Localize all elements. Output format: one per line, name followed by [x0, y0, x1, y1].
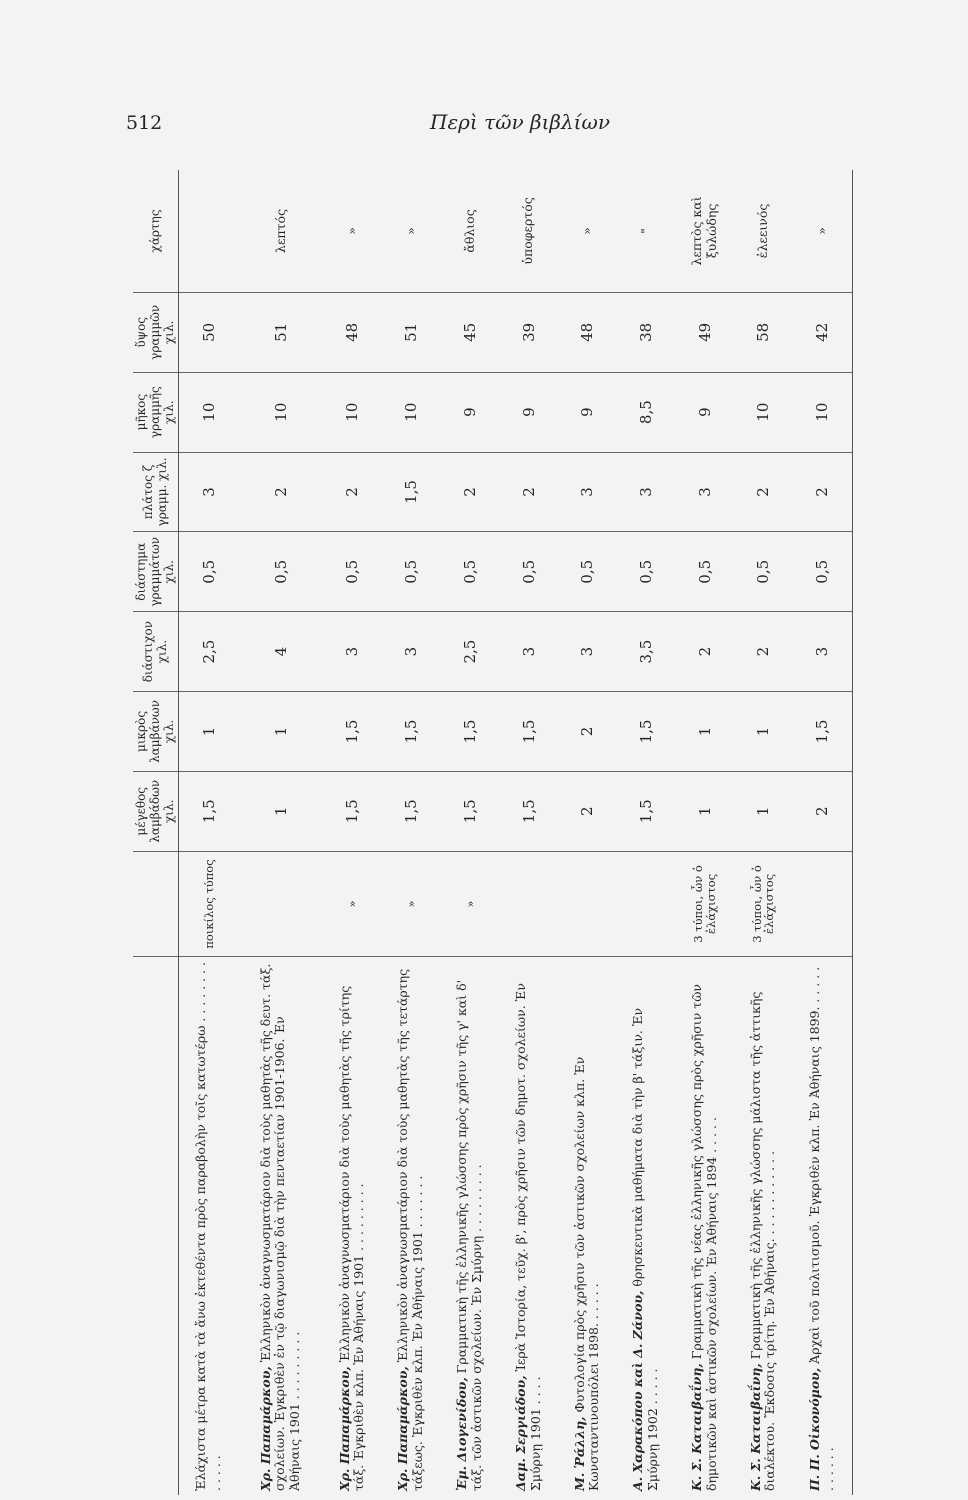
book-description — [558, 957, 617, 1495]
value-cell: 3 — [675, 452, 734, 532]
value-cell: 1,5 — [323, 771, 382, 851]
value-cell: 1,5 — [382, 692, 441, 772]
value-cell: 0,5 — [238, 532, 323, 612]
book-title: Ἑλληνικὸν ἀναγνωσματάριον διὰ τοὺς μαθητὰς τῆς τρίτης τάξ. Ἐγκριθὲν κλπ. Ἐν Ἀθήναις 1901 . . . . . . . . . — [336, 985, 367, 1491]
value-cell: 1,5 — [441, 771, 500, 851]
type-cell — [558, 851, 617, 957]
paper-cell: λεπτός — [238, 170, 323, 292]
value-cell: 1,5 — [617, 771, 676, 851]
value-cell: 0,5 — [675, 532, 734, 612]
value-cell: 0,5 — [617, 532, 676, 612]
value-cell: 1,5 — [323, 692, 382, 772]
book-author: Ἐμ. Διογενίδου, — [454, 1377, 470, 1491]
header-title-blank — [133, 957, 179, 1495]
value-cell: 10 — [793, 372, 853, 452]
table-row — [179, 170, 239, 1495]
value-cell: 51 — [382, 292, 441, 372]
book-author: Μ. Ῥάλλη, — [571, 1416, 587, 1491]
book-description — [793, 957, 853, 1495]
value-cell: 2 — [675, 612, 734, 692]
value-cell: 3,5 — [617, 612, 676, 692]
value-cell: 3 — [617, 452, 676, 532]
value-cell: 50 — [179, 292, 239, 372]
value-cell: 38 — [617, 292, 676, 372]
type-cell: 3 τύποι, ὧν ὁ ἐλάχιστος — [675, 851, 734, 957]
page-number: 512 — [126, 112, 163, 134]
value-cell: 1,5 — [793, 692, 853, 772]
value-cell: 42 — [793, 292, 853, 372]
header-letter-width: διάστημα γραμμάτων χιλ. — [133, 532, 179, 612]
type-cell: » — [441, 851, 500, 957]
value-cell: 1,5 — [499, 692, 558, 772]
value-cell: 1,5 — [179, 771, 239, 851]
header-type — [133, 851, 179, 957]
table-row — [617, 170, 676, 1495]
value-cell: 0,5 — [793, 532, 853, 612]
value-cell: 9 — [675, 372, 734, 452]
value-cell: 1 — [179, 692, 239, 772]
header-spacing: διάστιχον χιλ. — [133, 612, 179, 692]
book-author: Χρ. Παπαμάρκου, — [257, 1366, 273, 1491]
table-row — [793, 170, 853, 1495]
measurements-table — [133, 170, 853, 1495]
book-title: Γραμματικὴ τῆς νέας ἑλληνικῆς γλώσσης πρὸς χρῆσιν τῶν δημοτικῶν καὶ ἀστικῶν σχολείων. Ἐν Ἀθήναις 1894 . . . . . — [688, 984, 719, 1491]
value-cell: 2 — [734, 612, 793, 692]
book-author: Π. Π. Οἰκονόμου, — [806, 1367, 822, 1491]
value-cell: 9 — [558, 372, 617, 452]
value-cell: 58 — [734, 292, 793, 372]
book-description — [617, 957, 676, 1495]
value-cell: 49 — [675, 292, 734, 372]
book-description — [675, 957, 734, 1495]
value-cell: 9 — [499, 372, 558, 452]
type-cell: 3 τύποι, ὧν ὁ ἐλάχιστος — [734, 851, 793, 957]
value-cell: 1,5 — [382, 452, 441, 532]
value-cell: 9 — [441, 372, 500, 452]
book-title: Ἱερὰ Ἱστορία, τεῦχ. β', πρὸς χρῆσιν τῶν δημοτ. σχολείων. Ἐν Σμύρνῃ 1901 . . . . — [512, 983, 543, 1491]
type-cell: ποικίλος τύπος — [179, 851, 239, 957]
header-page-height: ὕψος γραμμῶν χιλ. — [133, 292, 179, 372]
paper-cell: » — [323, 170, 382, 292]
value-cell: 2 — [558, 692, 617, 772]
book-title: Ἐλάχιστα μέτρα κατὰ τὰ ἄνω ἐκτεθέντα πρὸς παραβολὴν τοῖς κατωτέρω . . . . . . . . . . . . . — [193, 961, 223, 1491]
value-cell: 3 — [558, 452, 617, 532]
book-description — [734, 957, 793, 1495]
paper-cell: » — [382, 170, 441, 292]
book-description — [179, 957, 239, 1495]
value-cell: 0,5 — [179, 532, 239, 612]
value-cell: 0,5 — [558, 532, 617, 612]
header-line-length: μῆκος γραμμῆς χιλ. — [133, 372, 179, 452]
table-row — [558, 170, 617, 1495]
paper-cell: ἐλεεινός — [734, 170, 793, 292]
value-cell: 2 — [499, 452, 558, 532]
rotated-table-container — [133, 170, 853, 1495]
value-cell: 3 — [179, 452, 239, 532]
header-paper: χάρτης — [133, 170, 179, 292]
table-row — [238, 170, 323, 1495]
table-row — [734, 170, 793, 1495]
value-cell: 10 — [382, 372, 441, 452]
value-cell: 3 — [793, 612, 853, 692]
book-title: Ἑλληνικὸν ἀναγνωσματάριον διὰ τοὺς μαθητὰς τῆς τετάρτης τάξεως. Ἐγκριθὲν κλπ. Ἐν Ἀθήναις 1901 . . . . . . . — [395, 968, 426, 1491]
table-row — [499, 170, 558, 1495]
value-cell: 10 — [734, 372, 793, 452]
book-author: Δαμ. Σεργιάδου, — [512, 1375, 528, 1491]
paper-cell — [179, 170, 239, 292]
value-cell: 1 — [675, 692, 734, 772]
book-description — [382, 957, 441, 1495]
value-cell: 3 — [558, 612, 617, 692]
value-cell: 2,5 — [441, 612, 500, 692]
value-cell: 3 — [499, 612, 558, 692]
running-title: Περὶ τῶν βιβλίων — [430, 110, 610, 134]
header-max-height: μέγεθος λαμβάδων χιλ. — [133, 771, 179, 851]
value-cell: 10 — [179, 372, 239, 452]
value-cell: 48 — [558, 292, 617, 372]
value-cell: 1 — [675, 771, 734, 851]
book-title: Ἑλληνικὸν ἀναγνωσματάριον διὰ τοὺς μαθητὰς τῆς δευτ. τάξ. σχολείων. Ἐγκριθὲν ἐν τῷ διαγωνισμῷ διὰ τὴν πενταετίαν 1901-1906. Ἐν Ἀθήναις 1901 . . . . . . . . . — [257, 963, 303, 1491]
value-cell: 3 — [323, 612, 382, 692]
header-min-height: μικρὸς λαμβάνων χιλ. — [133, 692, 179, 772]
value-cell: 1,5 — [617, 692, 676, 772]
value-cell: 2 — [793, 452, 853, 532]
table-row — [382, 170, 441, 1495]
book-title: Φυτολογία πρὸς χρῆσιν τῶν ἀστικῶν σχολείων κλπ. Ἐν Κωνσταντινουπόλει 1898. . . . . . — [571, 1056, 602, 1491]
value-cell: 1 — [734, 771, 793, 851]
value-cell: 8,5 — [617, 372, 676, 452]
table-row — [675, 170, 734, 1495]
value-cell: 45 — [441, 292, 500, 372]
value-cell: 39 — [499, 292, 558, 372]
value-cell: 1 — [238, 692, 323, 772]
value-cell: 0,5 — [734, 532, 793, 612]
header-space-width: πλάτος ζ γραμμ. χιλ. — [133, 452, 179, 532]
book-author: Χρ. Παπαμάρκου, — [336, 1366, 352, 1491]
book-title: Γραμματικὴ τῆς ἑλληνικῆς γλώσσης πρὸς χρῆσιν τῆς γ' καὶ δ' τάξ. τῶν ἀστικῶν σχολείων. Ἐν Σμύρνῃ . . . . . . . . . — [454, 979, 484, 1491]
book-author: Κ. Σ. Καταιβαΐνη, — [747, 1363, 763, 1491]
value-cell: 2 — [558, 771, 617, 851]
book-title: Ἀρχαὶ τοῦ πολιτισμοῦ. Ἐγκριθὲν κλπ. Ἐν Ἀθήναις 1899. . . . . . . . . . . . — [806, 966, 837, 1491]
table-row — [441, 170, 500, 1495]
paper-cell: λεπτὸς καὶ ξυλώδης — [675, 170, 734, 292]
value-cell: 10 — [323, 372, 382, 452]
value-cell: 2 — [323, 452, 382, 532]
book-title: θρησκευτικὰ μαθήματα διὰ τὴν β' τάξιν. Ἐν Σμύρνῃ 1902 . . . . . — [630, 1007, 661, 1491]
value-cell: 2 — [238, 452, 323, 532]
value-cell: 1,5 — [441, 692, 500, 772]
value-cell: 1,5 — [382, 771, 441, 851]
value-cell: 0,5 — [382, 532, 441, 612]
book-title: Γραμματικὴ τῆς ἑλληνικῆς γλώσσης μάλιστα τῆς ἀττικῆς διαλέκτου. Ἔκδοσις τρίτη. Ἐν Ἀθήναις. . . . . . . . . . . . — [747, 991, 778, 1491]
value-cell: 0,5 — [323, 532, 382, 612]
paper-cell: » — [793, 170, 853, 292]
paper-cell: ἄθλιος — [441, 170, 500, 292]
book-description — [238, 957, 323, 1495]
book-description — [441, 957, 500, 1495]
value-cell: 2 — [441, 452, 500, 532]
table-row — [323, 170, 382, 1495]
value-cell: 2,5 — [179, 612, 239, 692]
paper-cell: » — [558, 170, 617, 292]
book-author: Χρ. Παπαμάρκου, — [395, 1366, 411, 1491]
book-description — [323, 957, 382, 1495]
value-cell: 4 — [238, 612, 323, 692]
type-cell: » — [382, 851, 441, 957]
type-cell — [238, 851, 323, 957]
value-cell: 1 — [734, 692, 793, 772]
header-row — [133, 170, 179, 1495]
value-cell: 2 — [793, 771, 853, 851]
value-cell: 1,5 — [499, 771, 558, 851]
value-cell: 0,5 — [499, 532, 558, 612]
paper-cell: ὑποφερτός — [499, 170, 558, 292]
value-cell: 3 — [382, 612, 441, 692]
value-cell: 1 — [238, 771, 323, 851]
value-cell: 0,5 — [441, 532, 500, 612]
value-cell: 10 — [238, 372, 323, 452]
book-author: Α. Χαρακόπου καὶ Δ. Ζάνου, — [630, 1290, 646, 1491]
paper-cell: " — [617, 170, 676, 292]
type-cell: » — [323, 851, 382, 957]
type-cell — [617, 851, 676, 957]
value-cell: 51 — [238, 292, 323, 372]
value-cell: 2 — [734, 452, 793, 532]
book-author: Κ. Σ. Καταιβαΐνη, — [688, 1363, 704, 1491]
type-cell — [793, 851, 853, 957]
value-cell: 48 — [323, 292, 382, 372]
book-description — [499, 957, 558, 1495]
type-cell — [499, 851, 558, 957]
